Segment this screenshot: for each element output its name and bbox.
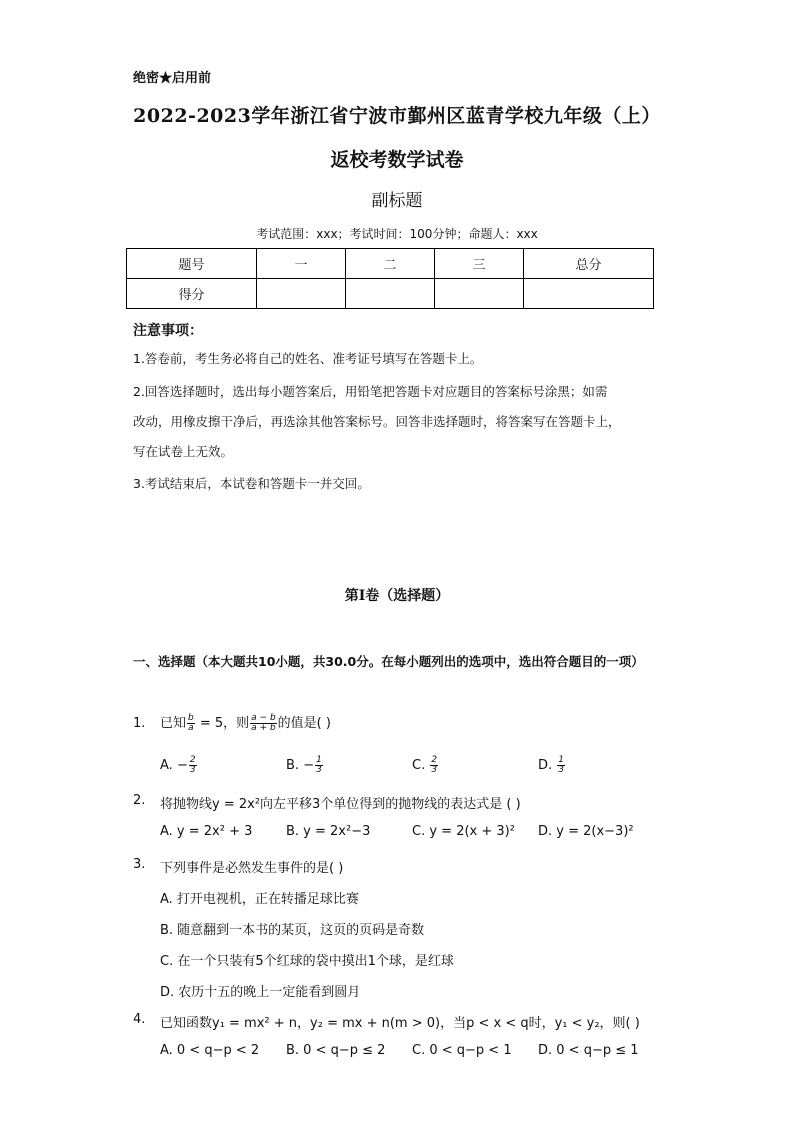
option-c[interactable]: C. 在一个只装有5个红球的袋中摸出1个球，是红球 — [160, 954, 454, 969]
fraction — [430, 756, 438, 775]
exam-info: 考试范围：xxx；考试时间：100分钟；命题人：xxx — [256, 227, 538, 241]
notice-item: 改动，用橡皮擦干净后，再选涂其他答案标号。回答非选择题时，将答案写在答题卡上， — [133, 414, 621, 429]
fraction — [187, 714, 195, 733]
score-cell: 一 — [257, 249, 346, 279]
question-number: 2. — [133, 793, 146, 808]
score-cell — [257, 279, 346, 309]
score-cell: 三 — [435, 249, 524, 279]
notice-title: 注意事项： — [133, 323, 203, 339]
exam-title-line1: 2022-2023学年浙江省宁波市鄞州区蓝青学校九年级（上） — [133, 105, 661, 127]
option-b[interactable] — [286, 756, 324, 775]
question-text — [160, 712, 331, 733]
option-a[interactable]: A. 打开电视机，正在转播足球比赛 — [160, 892, 359, 907]
option-label: C. — [412, 758, 426, 773]
option-label: D. — [538, 758, 553, 773]
score-cell — [346, 279, 435, 309]
fraction — [250, 714, 277, 733]
fraction — [189, 756, 197, 775]
fraction-denominator: 3 — [316, 765, 322, 775]
fraction-numerator: 1 — [558, 755, 565, 765]
exam-subtitle: 副标题 — [371, 191, 423, 211]
score-table — [126, 248, 654, 309]
q1-suffix: 的值是( ) — [277, 716, 331, 731]
score-cell: 得分 — [127, 279, 257, 309]
notice-item: 1.答卷前，考生务必将自己的姓名、准考证号填写在答题卡上。 — [133, 351, 483, 366]
fraction — [557, 756, 565, 775]
question-number: 1. — [133, 716, 146, 731]
fraction-numerator: 2 — [189, 755, 196, 765]
notice-item: 写在试卷上无效。 — [133, 444, 234, 459]
score-cell — [435, 279, 524, 309]
option-a[interactable]: A. 0 < q−p < 2 — [160, 1043, 260, 1058]
score-table-header-row — [127, 249, 654, 279]
fraction-denominator: a — [188, 723, 194, 733]
option-c[interactable] — [412, 756, 439, 775]
question-text: 已知函数y₁ = mx² + n，y₂ = mx + n(m > 0)，当p < x < q时，y₁ < y₂，则( ) — [160, 1016, 640, 1031]
fraction — [315, 756, 323, 775]
option-a[interactable] — [160, 756, 198, 775]
notice-item: 3.考试结束后，本试卷和答题卡一并交回。 — [133, 476, 370, 491]
option-b[interactable]: B. 0 < q−p ≤ 2 — [286, 1043, 386, 1058]
fraction-denominator: 3 — [431, 765, 438, 775]
question-number: 4. — [133, 1012, 146, 1027]
q1-prefix: 已知 — [160, 716, 187, 731]
option-sign: − — [303, 758, 315, 773]
part-heading: 一、选择题（本大题共10小题，共30.0分。在每小题列出的选项中，选出符合题目的一项） — [133, 654, 644, 669]
option-d[interactable]: D. 0 < q−p ≤ 1 — [538, 1043, 639, 1058]
fraction-numerator: 1 — [316, 755, 322, 765]
score-cell: 总分 — [524, 249, 654, 279]
confidential-mark: 绝密★启用前 — [133, 71, 212, 86]
exam-title-line2: 返校考数学试卷 — [330, 149, 464, 171]
option-sign: − — [176, 758, 188, 773]
fraction-numerator: 2 — [431, 755, 438, 765]
option-label: A. — [160, 758, 173, 773]
option-d[interactable]: D. y = 2(x−3)² — [538, 824, 634, 839]
option-c[interactable]: C. y = 2(x + 3)² — [412, 824, 515, 839]
option-d[interactable] — [538, 756, 566, 775]
score-cell — [524, 279, 654, 309]
fraction-denominator: 3 — [558, 765, 565, 775]
notice-item: 2.回答选择题时，选出每小题答案后，用铅笔把答题卡对应题目的答案标号涂黑；如需 — [133, 384, 608, 399]
fraction-denominator: a + b — [251, 723, 276, 733]
option-b[interactable]: B. y = 2x²−3 — [286, 824, 371, 839]
question-text: 将抛物线y = 2x²向左平移3个单位得到的抛物线的表达式是 ( ) — [160, 797, 521, 812]
score-table-score-row — [127, 279, 654, 309]
question-number: 3. — [133, 857, 146, 872]
option-b[interactable]: B. 随意翻到一本书的某页，这页的页码是奇数 — [160, 923, 425, 938]
option-label: B. — [286, 758, 300, 773]
score-cell: 题号 — [127, 249, 257, 279]
fraction-denominator: 3 — [189, 765, 196, 775]
question-text: 下列事件是必然发生事件的是( ) — [160, 861, 344, 876]
option-c[interactable]: C. 0 < q−p < 1 — [412, 1043, 512, 1058]
score-cell: 二 — [346, 249, 435, 279]
fraction-numerator: b — [188, 713, 194, 723]
section-title: 第I卷（选择题） — [344, 588, 450, 604]
fraction-numerator: a − b — [251, 713, 276, 723]
option-d[interactable]: D. 农历十五的晚上一定能看到圆月 — [160, 985, 361, 1000]
q1-equation: = 5，则 — [195, 716, 250, 731]
option-a[interactable]: A. y = 2x² + 3 — [160, 824, 253, 839]
